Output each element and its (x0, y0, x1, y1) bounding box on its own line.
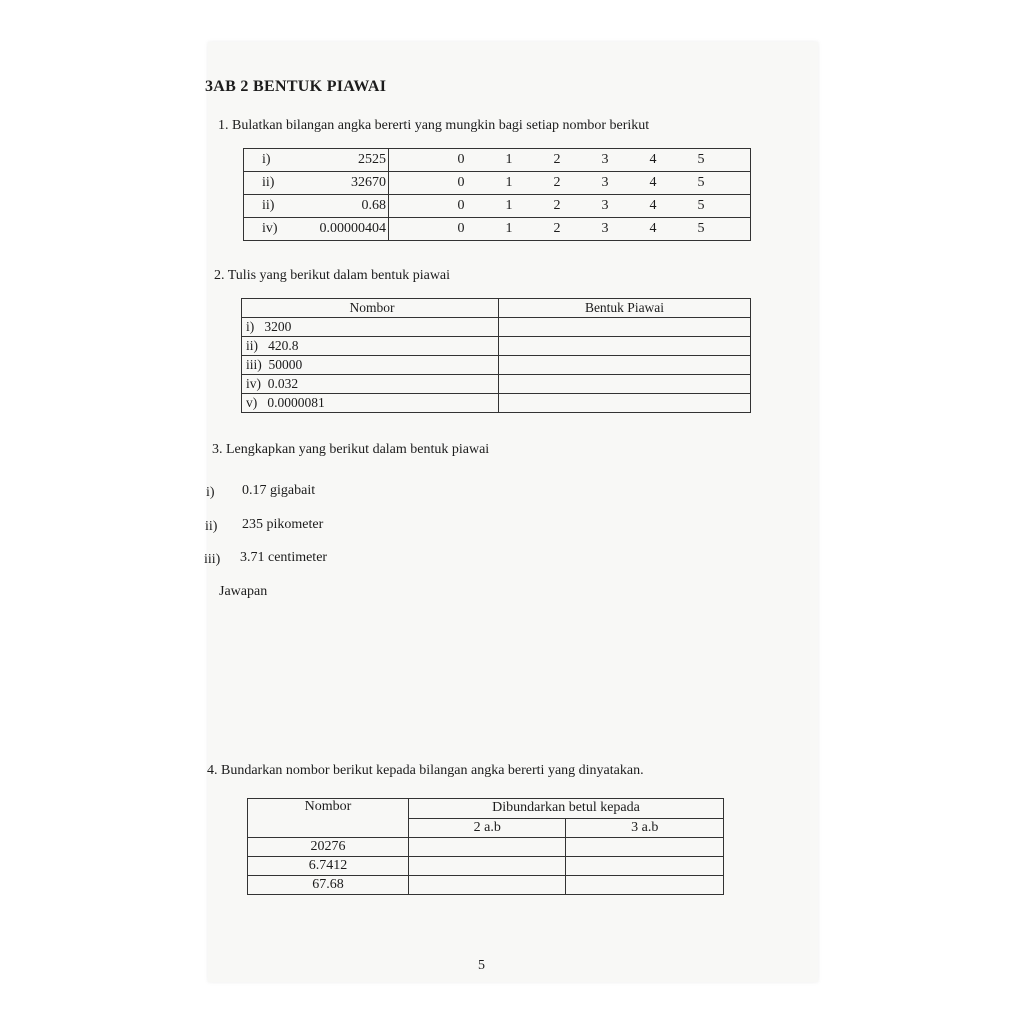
answer-cell-2ab[interactable] (409, 876, 566, 895)
table-row (244, 172, 751, 195)
nombor-cell: iii) 50000 (242, 356, 499, 375)
q3-item-roman: ii) (205, 519, 218, 534)
options-cell (389, 149, 751, 172)
table-row (242, 337, 751, 356)
row-roman-label: iv) (262, 221, 278, 236)
option-number[interactable]: 2 (553, 221, 561, 236)
table-row (248, 857, 724, 876)
table-row (244, 218, 751, 241)
question-3-text: 3. Lengkapkan yang berikut dalam bentuk piawai (212, 442, 490, 457)
answer-cell[interactable] (499, 337, 751, 356)
option-number[interactable]: 1 (505, 221, 513, 236)
number-cell (244, 172, 389, 195)
number-cell (244, 218, 389, 241)
nombor-cell: 67.68 (248, 876, 409, 895)
column-header-bentuk-piawai: Bentuk Piawai (499, 299, 751, 318)
option-number[interactable]: 1 (505, 198, 513, 213)
row-roman-label: ii) (262, 175, 275, 190)
row-number-value: 2525 (358, 152, 386, 167)
answer-cell-3ab[interactable] (566, 857, 724, 876)
answer-cell[interactable] (499, 394, 751, 413)
column-header-dibundarkan: Dibundarkan betul kepada (409, 799, 724, 819)
option-number[interactable]: 3 (601, 221, 609, 236)
standard-form-table (241, 298, 751, 413)
question-1-text: 1. Bulatkan bilangan angka bererti yang mungkin bagi setiap nombor berikut (218, 118, 650, 133)
answer-cell[interactable] (499, 318, 751, 337)
option-number[interactable]: 0 (457, 198, 465, 213)
answer-cell-2ab[interactable] (409, 857, 566, 876)
table-row (242, 318, 751, 337)
option-number[interactable]: 1 (505, 152, 513, 167)
q3-item-roman: i) (206, 485, 215, 500)
question-4-text: 4. Bundarkan nombor berikut kepada bilangan angka bererti yang dinyatakan. (207, 763, 644, 778)
answer-cell[interactable] (499, 375, 751, 394)
table-row (248, 838, 724, 857)
q3-item-roman: iii) (204, 552, 221, 567)
subheader-2ab: 2 a.b (409, 818, 566, 838)
options-cell (389, 172, 751, 195)
page-number: 5 (478, 958, 485, 973)
option-number[interactable]: 3 (601, 175, 609, 190)
answer-cell-3ab[interactable] (566, 876, 724, 895)
answer-label: Jawapan (219, 584, 268, 599)
nombor-cell: v) 0.0000081 (242, 394, 499, 413)
options-cell (389, 195, 751, 218)
table-row (242, 375, 751, 394)
nombor-cell: ii) 420.8 (242, 337, 499, 356)
rounding-table (247, 798, 724, 895)
option-number[interactable]: 5 (697, 152, 705, 167)
q3-item-value: 3.71 centimeter (240, 550, 328, 565)
row-number-value: 0.68 (361, 198, 386, 213)
nombor-cell: i) 3200 (242, 318, 499, 337)
nombor-cell: 20276 (248, 838, 409, 857)
question-2-text: 2. Tulis yang berikut dalam bentuk piawai (214, 268, 451, 283)
table-row (242, 394, 751, 413)
option-number[interactable]: 0 (457, 221, 465, 236)
number-cell (244, 195, 389, 218)
subheader-3ab: 3 a.b (566, 818, 724, 838)
row-roman-label: ii) (262, 198, 275, 213)
option-number[interactable]: 3 (601, 152, 609, 167)
option-number[interactable]: 4 (649, 198, 657, 213)
table-row (248, 876, 724, 895)
answer-cell-3ab[interactable] (566, 838, 724, 857)
option-number[interactable]: 4 (649, 175, 657, 190)
row-number-value: 0.00000404 (319, 221, 386, 236)
column-header-nombor: Nombor (248, 799, 409, 838)
option-number[interactable]: 5 (697, 175, 705, 190)
option-number[interactable]: 2 (553, 198, 561, 213)
answer-cell-2ab[interactable] (409, 838, 566, 857)
option-number[interactable]: 0 (457, 152, 465, 167)
number-cell (244, 149, 389, 172)
options-cell (389, 218, 751, 241)
option-number[interactable]: 5 (697, 221, 705, 236)
option-number[interactable]: 4 (649, 152, 657, 167)
nombor-cell: iv) 0.032 (242, 375, 499, 394)
row-roman-label: i) (262, 152, 271, 167)
table-row (244, 195, 751, 218)
option-number[interactable]: 0 (457, 175, 465, 190)
q3-item-value: 0.17 gigabait (242, 483, 316, 498)
chapter-title: 3AB 2 BENTUK PIAWAI (205, 78, 387, 95)
answer-cell[interactable] (499, 356, 751, 375)
table-row (244, 149, 751, 172)
q3-item-value: 235 pikometer (242, 517, 324, 532)
significant-figures-table (243, 148, 751, 241)
table-row (242, 356, 751, 375)
option-number[interactable]: 3 (601, 198, 609, 213)
option-number[interactable]: 4 (649, 221, 657, 236)
option-number[interactable]: 5 (697, 198, 705, 213)
option-number[interactable]: 2 (553, 175, 561, 190)
column-header-nombor: Nombor (242, 299, 499, 318)
option-number[interactable]: 2 (553, 152, 561, 167)
option-number[interactable]: 1 (505, 175, 513, 190)
row-number-value: 32670 (351, 175, 386, 190)
nombor-cell: 6.7412 (248, 857, 409, 876)
